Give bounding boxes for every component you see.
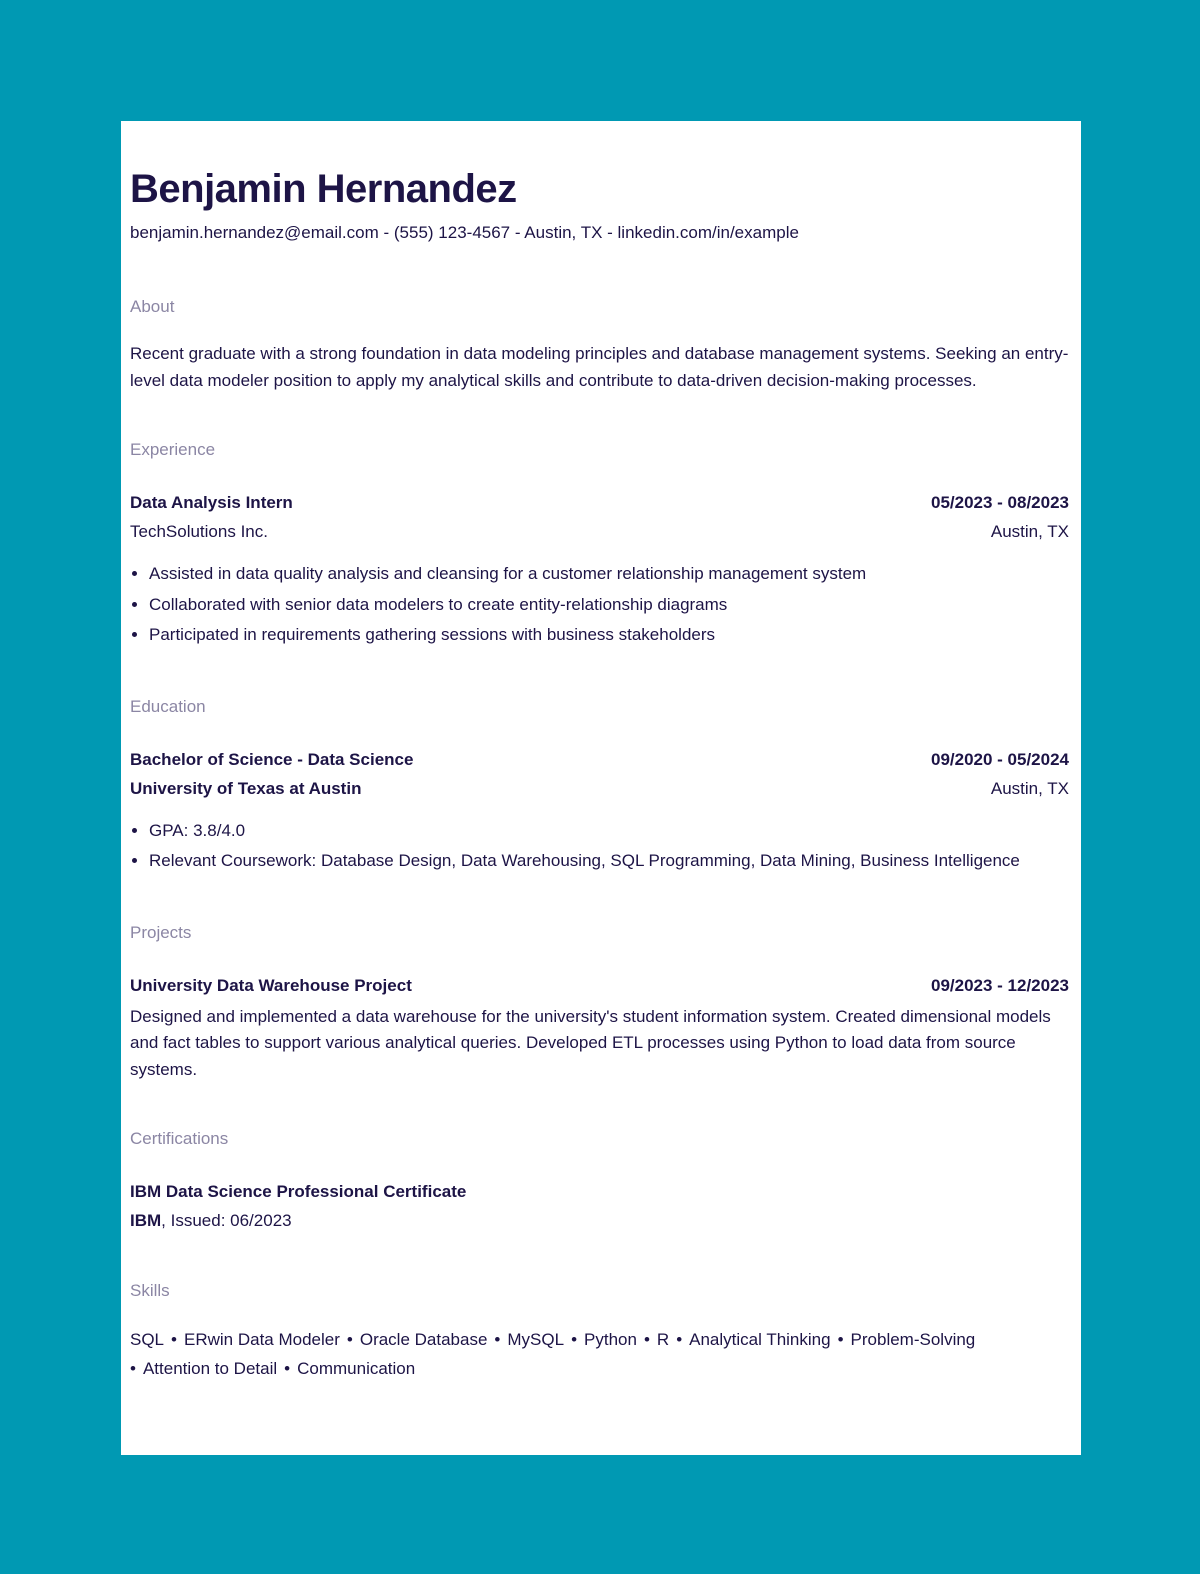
skill-separator: • bbox=[346, 1330, 353, 1349]
experience-bullets bbox=[130, 559, 1069, 651]
project-entry bbox=[130, 971, 1069, 1084]
certification-issued: , Issued: 06/2023 bbox=[161, 1211, 292, 1230]
education-entry bbox=[130, 745, 1069, 877]
experience-location: Austin, TX bbox=[990, 522, 1069, 541]
section-title-about: About bbox=[130, 297, 175, 316]
experience-company: TechSolutions Inc. bbox=[130, 522, 268, 541]
skill-separator: • bbox=[837, 1330, 844, 1349]
section-title-skills: Skills bbox=[130, 1281, 170, 1300]
skill-separator: • bbox=[643, 1330, 650, 1349]
list-item: • Assisted in data quality analysis and cleansing for a customer relationship management system bbox=[149, 559, 1069, 590]
skill-item: R bbox=[656, 1330, 670, 1349]
section-title-education: Education bbox=[130, 696, 206, 716]
experience-dates: 05/2023 - 08/2023 bbox=[930, 493, 1069, 512]
candidate-name: Benjamin Hernandez bbox=[130, 167, 517, 211]
education-location: Austin, TX bbox=[990, 778, 1069, 798]
skill-separator: • bbox=[571, 1330, 578, 1349]
skill-item: Python bbox=[584, 1330, 637, 1349]
education-school: University of Texas at Austin bbox=[130, 778, 362, 798]
section-title-experience: Experience bbox=[130, 440, 216, 459]
skill-separator: • bbox=[494, 1330, 501, 1349]
skill-item: SQL bbox=[130, 1330, 165, 1349]
section-title-certifications: Certifications bbox=[130, 1129, 229, 1148]
education-school-row bbox=[130, 774, 1069, 803]
skill-item: Problem-Solving bbox=[850, 1330, 976, 1349]
project-name: University Data Warehouse Project bbox=[130, 975, 412, 995]
skill-separator: • bbox=[130, 1359, 136, 1378]
skill-separator: • bbox=[284, 1359, 291, 1378]
list-item: • Participated in requirements gathering sessions with business stakeholders bbox=[149, 620, 1069, 651]
list-item: • GPA: 3.8/4.0 bbox=[149, 816, 1069, 847]
skill-item: Oracle Database bbox=[359, 1330, 488, 1349]
resume-page bbox=[121, 121, 1081, 1455]
certification-issuer: IBM bbox=[130, 1211, 162, 1230]
list-item: • Relevant Coursework: Database Design, Data Warehousing, SQL Programming, Data Mining, Business Intelligence bbox=[149, 846, 1069, 877]
skill-item: MySQL bbox=[507, 1330, 565, 1349]
experience-company-row bbox=[130, 517, 1069, 546]
certification-details bbox=[130, 1206, 1069, 1235]
education-header-row bbox=[130, 745, 1069, 774]
skill-separator: • bbox=[676, 1330, 683, 1349]
certification-entry bbox=[130, 1177, 1069, 1235]
education-dates: 09/2020 - 05/2024 bbox=[930, 749, 1069, 769]
education-bullets bbox=[130, 816, 1069, 877]
contact-line: benjamin.hernandez@email.com - (555) 123-4567 - Austin, TX - linkedin.com/in/example bbox=[130, 223, 799, 242]
experience-entry bbox=[130, 488, 1069, 651]
skill-item: Analytical Thinking bbox=[689, 1330, 831, 1349]
about-text: Recent graduate with a strong foundation in data modeling principles and database management systems. Seeking an entry-level data modeler position to apply my analytical skills and contribute to data-driven decision-making processes. bbox=[130, 344, 1069, 390]
project-dates: 09/2023 - 12/2023 bbox=[930, 975, 1069, 995]
section-title-projects: Projects bbox=[130, 922, 192, 942]
education-degree: Bachelor of Science - Data Science bbox=[130, 749, 414, 769]
certification-name: IBM Data Science Professional Certificate bbox=[130, 1182, 467, 1201]
skill-item: Communication bbox=[297, 1359, 416, 1378]
skill-item: Attention to Detail bbox=[142, 1359, 278, 1378]
project-header-row bbox=[130, 971, 1069, 1000]
skills-list bbox=[130, 1325, 1069, 1383]
skill-separator: • bbox=[171, 1330, 177, 1349]
experience-header-row bbox=[130, 488, 1069, 517]
project-description: Designed and implemented a data warehouse for the university's student information system. Created dimensional models and fact tables to support various analytical queries. Developed ETL processes using Python to load data from source systems. bbox=[130, 1006, 1051, 1079]
experience-role: Data Analysis Intern bbox=[130, 493, 293, 512]
list-item: • Collaborated with senior data modelers to create entity-relationship diagrams bbox=[149, 590, 1069, 621]
skill-item: ERwin Data Modeler bbox=[183, 1330, 340, 1349]
